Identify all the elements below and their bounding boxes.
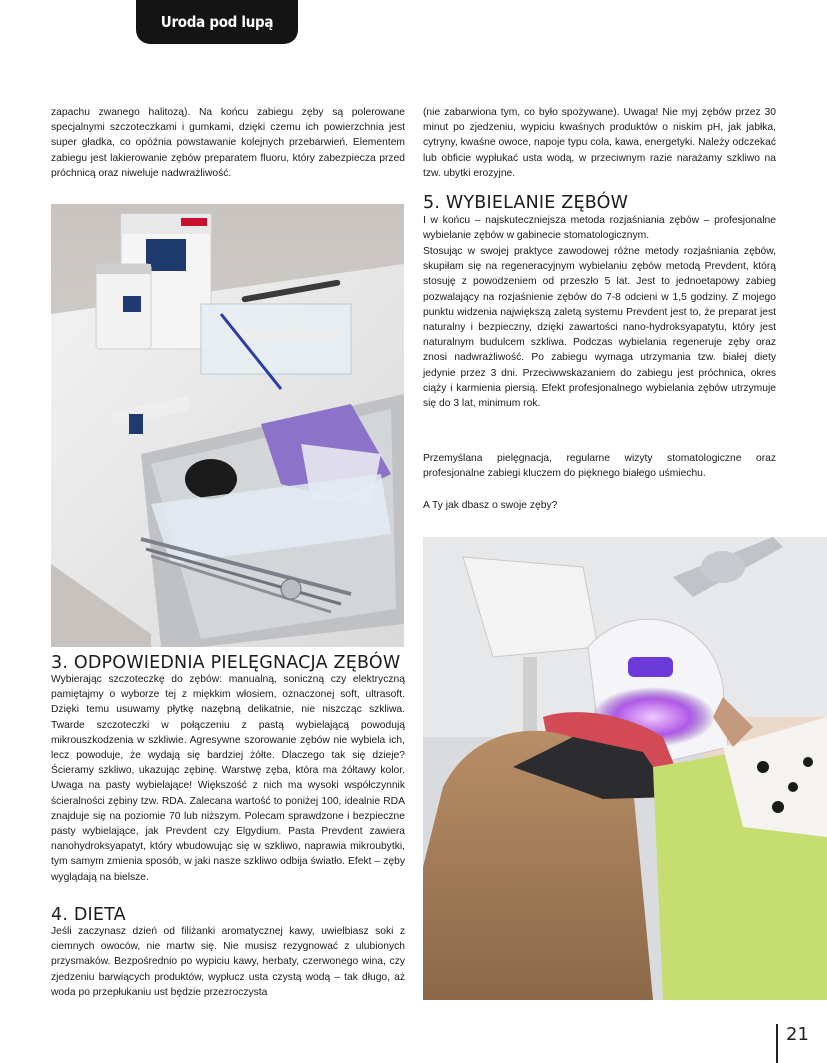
section-label-tab [136,0,298,44]
page-number: 21 [786,1024,809,1045]
intro-paragraph: zapachu zwanego halitozą). Na końcu zabiegu zęby są polerowane specjalnymi szczoteczkami i gumkami, dzięki czemu ich powierzchnia jest super gładka, co opóźnia powstawanie kolejnych przebarwień. Elementem zabiegu jest lakierowanie zębów preparatem fluoru, który zabezpiecza przed próchnicą oraz niweluje nadwrażliwość. [51,107,405,179]
closing-question: A Ty jak dbasz o swoje zęby? [423,500,558,511]
photo-whitening-kit-illustration [51,204,404,647]
section3-body: Wybierając szczoteczkę do zębów: manualną, soniczną czy elektryczną pamiętajmy o wyborze tej z miękkim włosiem, oznaczonej soft, ultrasoft. Dzięki temu usuwamy płytkę nazębną delikatnie, nie niszcząc szkliwa. Twarde szczoteczki w połączeniu z pastą wybielającą powodują mikrouszkodzenia w szkliwie. Agresywne szorowanie zębów nie wybiela ich, lecz powoduje, że wydają się bardziej żółte. Dlaczego tak się dzieje? Ścieramy szkliwo, ukazując zębinę. Warstwę zęba, która ma żółtawy kolor. Uwaga na pasty wybielające! Większość z nich ma wysoki współczynnik ścieralności zębiny tzw. RDA. Zalecana wartość to poniżej 100, idealnie RDA znajduje się na poziomie 70 lub niższym. Polecam sprawdzone i bezpieczne pasty wybielające, jak Prevdent czy Elgydium. Pasta Prevdent zawiera nanohydroksyapatyt, który wbudowując się w szkliwo, naprawia mikroubytki, tym samym zmienia sposób, w jaki nasze szkliwo odbija światło. Efekt – zęby wyglądają na bielsze. [51,674,405,883]
section-label: Uroda pod lupą [160,13,274,31]
photo-whitening-procedure-illustration [423,537,827,1000]
continuation-paragraph: (nie zabarwiona tym, co było spożywane). Uwaga! Nie myj zębów przez 30 minut po zjedzeniu, wypiciu kwaśnych produktów o niskim pH, jak jabłka, cytryny, kwaśne owoce, napoje typu cola, kawa, energetyki. Należy odczekać lub obficie wypłukać usta wodą, w przeciwnym razie narażamy szkliwo na tzw. ubytki erozyjne. [423,107,776,179]
section5-heading: 5. WYBIELANIE ZĘBÓW [423,193,629,213]
summary-paragraph: Przemyślana pielęgnacja, regularne wizyty stomatologiczne oraz profesjonalne zabiegi kluczem do pięknego białego uśmiechu. [423,453,776,480]
section3-heading: 3. ODPOWIEDNIA PIELĘGNACJA ZĘBÓW [51,653,401,673]
photo-whitening-procedure [423,537,827,1000]
page-number-rule [776,1024,778,1063]
section4-heading: 4. DIETA [51,905,126,925]
photo-whitening-kit [51,204,404,647]
section5-paragraph-1: I w końcu – najskuteczniejsza metoda rozjaśniania zębów – profesjonalne wybielanie zębów w gabinecie stomatologicznym. [423,215,776,242]
section5-paragraph-2: Stosując w swojej praktyce zawodowej różne metody rozjaśniania zębów, skupiłam się na regeneracyjnym wybielaniu zębów metodą Prevdent, którą stosuję z powodzeniem od przeszło 5 lat. Jest to jednoetapowy zabieg pozwalający na rozjaśnienie zębów do 7-8 odcieni w 1,5 godziny. Z mojego punktu widzenia największą zaletą systemu Prevdent jest to, że preparat jest naturalny i bezpieczny, dzięki zawartości nano-hydroksyapatytu, który jest naturalnym budulcem szkliwa. Podczas wybielania regeneruje zęby oraz znosi nadwrażliwość. Po zabiegu wymaga utrzymania tzw. białej diety jedynie przez 3 dni. Przeciwwskazaniem do zabiegu jest próchnica, okres ciąży i karmienia piersią. Efekt profesjonalnego wybielania zębów utrzymuje się do 3 lat, minimum rok. [423,246,776,410]
section4-body: Jeśli zaczynasz dzień od filiżanki aromatycznej kawy, uwielbiasz soki z ciemnych owoców, nie martw się. Nie musisz rezygnować z ulubionych przysmaków. Bezpośrednio po wypiciu kawy, herbaty, czerwonego wina, czy zjedzeniu barwiących produktów, wypłucz usta czystą wodą – tak długo, aż woda po przepłukaniu ust będzie przezroczysta [51,926,405,998]
